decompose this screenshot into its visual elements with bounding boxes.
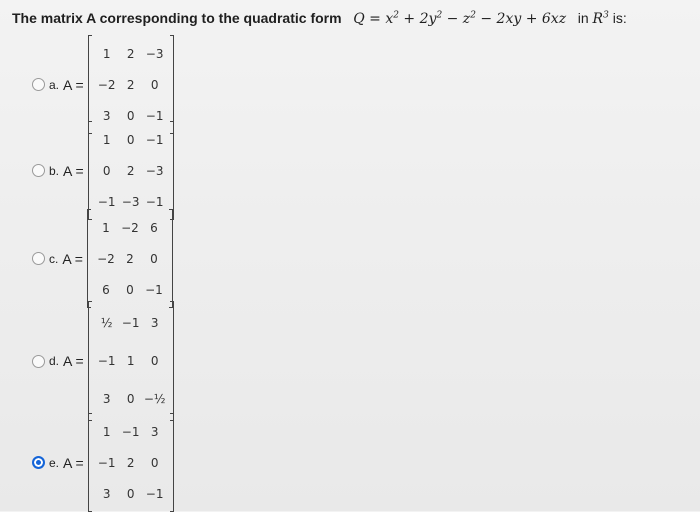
option-e-matrix-label: A = — [63, 454, 84, 471]
question-prompt — [12, 10, 627, 27]
matrix-cell: 2 — [126, 251, 134, 266]
matrix-cell: 0 — [126, 282, 134, 297]
matrix-cell: −1 — [145, 282, 163, 297]
matrix-cell: −1 — [97, 354, 116, 368]
matrix-cell: −1 — [145, 194, 164, 209]
option-b-radio[interactable] — [32, 164, 45, 177]
matrix-cell: 1 — [102, 132, 111, 147]
option-c[interactable] — [32, 210, 173, 307]
matrix-cell: 3 — [150, 316, 159, 330]
option-c-matrix-label: A = — [62, 250, 83, 267]
in-word: in — [577, 10, 589, 26]
form-q: Q — [353, 11, 365, 27]
matrix-cell: −2 — [121, 220, 139, 235]
option-d-radio[interactable] — [32, 355, 45, 368]
quadratic-form — [353, 11, 566, 27]
matrix-cell: −1 — [121, 316, 140, 330]
option-d-matrix-label: A = — [63, 353, 84, 369]
space-exp: 3 — [603, 10, 609, 21]
matrix-cell: 0 — [150, 354, 159, 368]
matrix-cell: −½ — [143, 392, 166, 406]
matrix-cell: 3 — [102, 486, 111, 501]
matrix-cell: 1 — [126, 354, 135, 368]
matrix-cell: −1 — [97, 194, 116, 209]
matrix-cell: −1 — [145, 486, 164, 501]
option-a[interactable] — [32, 36, 174, 133]
matrix-cell: 3 — [102, 108, 111, 123]
matrix-cell: −1 — [145, 108, 164, 123]
question-suffix: is: — [612, 10, 627, 26]
matrix-cell: 2 — [126, 455, 135, 470]
space-r3 — [593, 11, 609, 27]
matrix-cell: 2 — [126, 163, 135, 178]
matrix-cell: 0 — [126, 486, 135, 501]
option-d-letter: d. — [49, 354, 60, 368]
form-z: − z — [442, 11, 471, 27]
matrix-cell: −1 — [145, 132, 164, 147]
matrix-cell: −3 — [145, 163, 164, 178]
form-rest: − 2xy + 6xz — [475, 11, 567, 27]
space-letter: R — [592, 11, 604, 27]
form-y: + 2y — [398, 11, 437, 27]
option-e-radio[interactable] — [32, 456, 45, 469]
option-a-radio[interactable] — [32, 78, 45, 91]
exp-y: 2 — [436, 10, 443, 21]
option-d[interactable] — [32, 302, 174, 420]
matrix-cell: −3 — [145, 46, 164, 61]
matrix-cell: 0 — [126, 108, 135, 123]
option-b-matrix-label: A = — [63, 162, 84, 179]
option-a-matrix-label: A = — [63, 76, 84, 93]
matrix-cell: −1 — [121, 424, 140, 439]
matrix-cell: 6 — [150, 220, 158, 235]
matrix-cell: 0 — [126, 132, 135, 147]
matrix-cell: 1 — [102, 220, 110, 235]
option-b[interactable] — [32, 122, 174, 219]
matrix-cell: −2 — [97, 77, 116, 92]
option-a-letter: a. — [49, 77, 60, 92]
exp-z: 2 — [470, 10, 476, 21]
option-d-matrix — [88, 302, 174, 420]
exp-x: 2 — [393, 10, 399, 21]
option-c-radio[interactable] — [32, 252, 45, 265]
option-e-matrix — [88, 414, 174, 511]
matrix-cell: ½ — [100, 316, 113, 330]
matrix-cell: 3 — [102, 392, 111, 406]
matrix-cell: 0 — [126, 392, 135, 406]
option-a-matrix — [88, 36, 174, 133]
matrix-cell: 1 — [102, 46, 111, 61]
matrix-cell: −1 — [97, 455, 116, 470]
matrix-cell: −2 — [97, 251, 115, 266]
form-eq: = x — [364, 11, 394, 27]
option-b-matrix — [88, 122, 174, 219]
question-prefix: The matrix A corresponding to the quadratic form — [12, 10, 342, 26]
option-e-letter: e. — [49, 455, 60, 470]
matrix-cell: 1 — [102, 424, 111, 439]
matrix-cell: 0 — [102, 163, 111, 178]
matrix-cell: 0 — [150, 77, 159, 92]
matrix-cell: 2 — [126, 77, 135, 92]
option-c-letter: c. — [49, 251, 59, 266]
matrix-cell: 0 — [150, 455, 159, 470]
option-b-letter: b. — [49, 163, 60, 178]
option-e[interactable] — [32, 414, 174, 511]
option-c-matrix — [87, 210, 173, 307]
matrix-cell: 0 — [150, 251, 158, 266]
matrix-cell: −3 — [121, 194, 140, 209]
matrix-cell: 6 — [102, 282, 110, 297]
matrix-cell: 3 — [150, 424, 159, 439]
matrix-cell: 2 — [126, 46, 135, 61]
